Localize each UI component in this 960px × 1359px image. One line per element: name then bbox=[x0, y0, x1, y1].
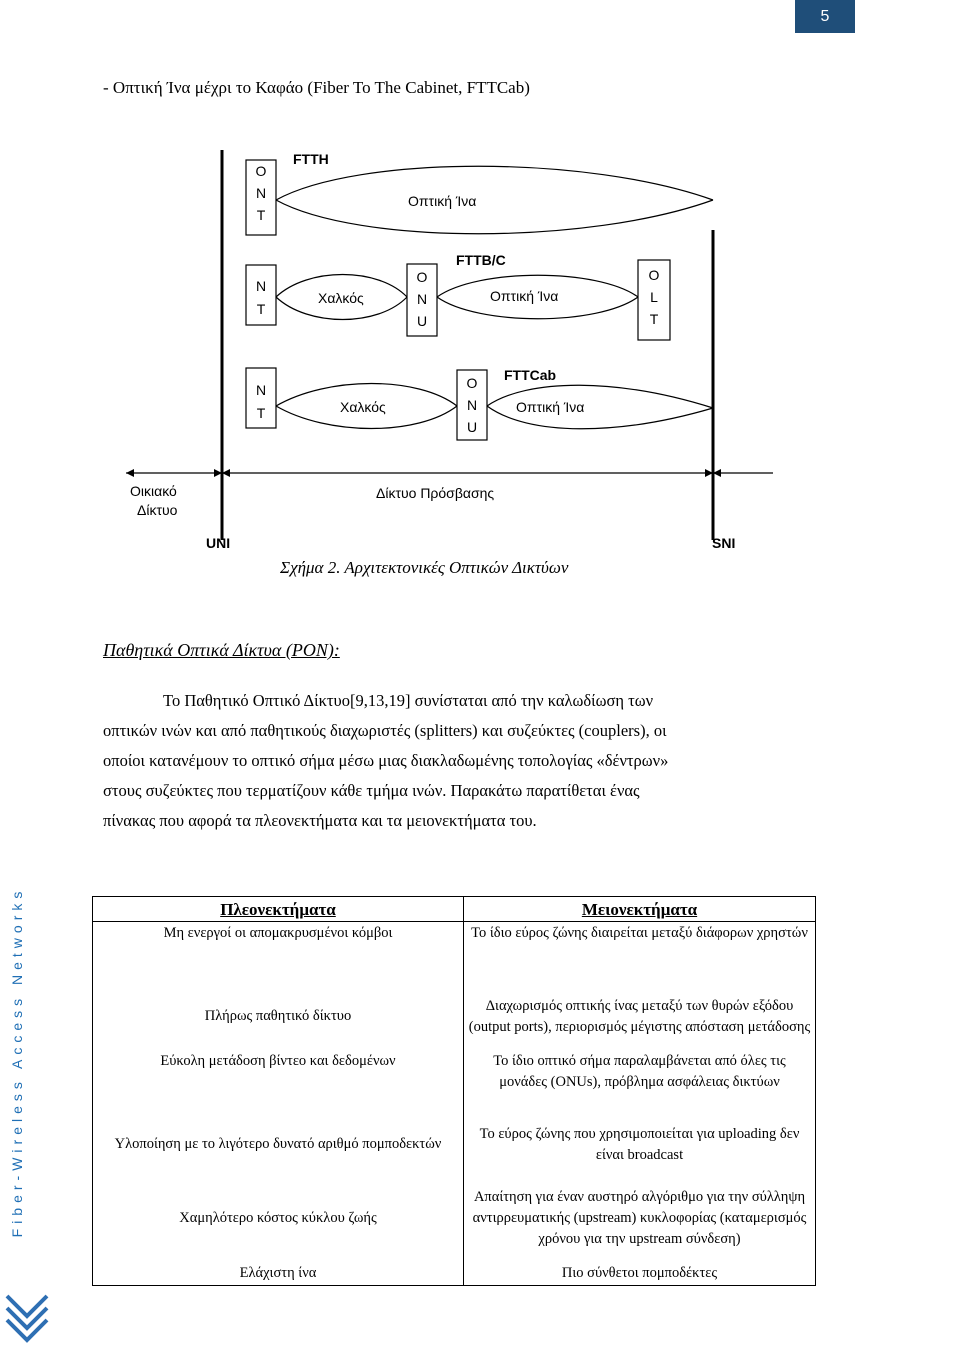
paragraph-line: Το Παθητικό Οπτικό Δίκτυο[9,13,19] συνίσταται από την καλωδίωση των bbox=[163, 691, 654, 710]
nt-letter: N bbox=[255, 278, 267, 294]
home-network-label: Δίκτυο bbox=[137, 502, 178, 518]
nt-letter: T bbox=[256, 301, 266, 317]
access-network-label: Δίκτυο Πρόσβασης bbox=[376, 485, 495, 501]
fttcab-label: FTTCab bbox=[504, 367, 557, 383]
nt-letter: T bbox=[256, 405, 266, 421]
page-number-badge: 5 bbox=[795, 0, 855, 33]
onu-letter: N bbox=[466, 397, 478, 413]
chevron-logo-icon bbox=[5, 1292, 49, 1348]
paragraph-line: οποίοι κατανέμουν το οπτικό σήμα μέσω μιας διακλαδωμένης τοπολογίας «δέντρων» bbox=[103, 751, 669, 770]
onu-letter: U bbox=[466, 419, 478, 435]
ftth-label: FTTH bbox=[293, 151, 329, 167]
olt-letter: O bbox=[648, 267, 660, 283]
ont-letter: T bbox=[256, 207, 266, 223]
pro-cell: Χαμηλότερο κόστος κύκλου ζωής bbox=[93, 1176, 464, 1262]
figure-caption: Σχήμα 2. Αρχιτεκτονικές Οπτικών Δικτύων bbox=[280, 558, 569, 577]
copper-label: Χαλκός bbox=[340, 399, 386, 415]
optical-fiber-label: Οπτική Ίνα bbox=[408, 193, 477, 209]
con-cell: Το εύρος ζώνης που χρησιμοποιείται για uploading δεν είναι broadcast bbox=[464, 1114, 816, 1176]
paragraph-line: στους συζεύκτες που τερματίζουν κάθε τμήμα ινών. Παρακάτω παρατίθεται ένας bbox=[103, 781, 640, 800]
cons-header: Μειονεκτήματα bbox=[464, 897, 816, 922]
body-paragraph bbox=[103, 686, 810, 836]
olt-letter: L bbox=[650, 289, 658, 305]
pro-cell: Πλήρως παθητικό δίκτυο bbox=[93, 984, 464, 1050]
paragraph-line: οπτικών ινών και από παθητικούς διαχωριστές (splitters) και συζεύκτες (couplers), οι bbox=[103, 721, 667, 740]
optical-architecture-diagram bbox=[118, 140, 778, 560]
pro-cell: Υλοποίηση με το λιγότερο δυνατό αριθμό πομποδεκτών bbox=[93, 1114, 464, 1176]
con-cell: Απαίτηση για έναν αυστηρό αλγόριθμο για την σύλληψη αντιρρευματικής (upstream) κυκλοφορίας (καταμερισμός χρόνου για την upstream σύνδεση) bbox=[464, 1176, 816, 1262]
pro-cell: Μη ενεργοί οι απομακρυσμένοι κόμβοι bbox=[93, 922, 464, 984]
ont-letter: O bbox=[255, 163, 267, 179]
side-banner-text: Fiber-Wireless Access Networks bbox=[9, 886, 25, 1238]
home-network-label: Οικιακό bbox=[130, 483, 177, 499]
pro-cell: Εύκολη μετάδοση βίντεο και δεδομένων bbox=[93, 1050, 464, 1114]
onu-letter: U bbox=[416, 313, 428, 329]
pros-cons-table bbox=[92, 896, 816, 1286]
table-row bbox=[93, 1176, 816, 1262]
table-row bbox=[93, 922, 816, 984]
con-cell: Πιο σύνθετοι πομποδέκτες bbox=[464, 1262, 816, 1286]
con-cell: Το ίδιο εύρος ζώνης διαιρείται μεταξύ διάφορων χρηστών bbox=[464, 922, 816, 984]
olt-letter: T bbox=[649, 311, 659, 327]
table-row bbox=[93, 1114, 816, 1176]
paragraph-line: πίνακας που αφορά τα πλεονεκτήματα και τα μειονεκτήματα του. bbox=[103, 811, 537, 830]
copper-label: Χαλκός bbox=[318, 290, 364, 306]
pros-header: Πλεονεκτήματα bbox=[93, 897, 464, 922]
fttbc-label: FTTB/C bbox=[456, 252, 506, 268]
con-cell: Το ίδιο οπτικό σήμα παραλαμβάνεται από όλες τις μονάδες (ONUs), πρόβλημα ασφάλειας δικτύων bbox=[464, 1050, 816, 1114]
table-row bbox=[93, 1050, 816, 1114]
onu-letter: O bbox=[466, 375, 478, 391]
side-banner bbox=[0, 862, 34, 1262]
sni-label: SNI bbox=[712, 535, 736, 551]
con-cell: Διαχωρισμός οπτικής ίνας μεταξύ των θυρών εξόδου (output ports), περιορισμός μέγιστης απόσταση μετάδοσης bbox=[464, 984, 816, 1050]
uni-label: UNI bbox=[206, 535, 231, 551]
onu-letter: O bbox=[416, 269, 428, 285]
table-row bbox=[93, 984, 816, 1050]
table-row bbox=[93, 1262, 816, 1286]
section-title: Παθητικά Οπτικά Δίκτυα (PON): bbox=[103, 640, 340, 660]
ont-letter: N bbox=[255, 185, 267, 201]
bullet-item: - Οπτική Ίνα μέχρι το Καφάο (Fiber To The Cabinet, FTTCab) bbox=[103, 78, 530, 97]
nt-letter: N bbox=[255, 382, 267, 398]
pro-cell: Ελάχιστη ίνα bbox=[93, 1262, 464, 1286]
optical-fiber-label: Οπτική Ίνα bbox=[490, 288, 559, 304]
onu-letter: N bbox=[416, 291, 428, 307]
optical-fiber-label: Οπτική Ίνα bbox=[516, 399, 585, 415]
